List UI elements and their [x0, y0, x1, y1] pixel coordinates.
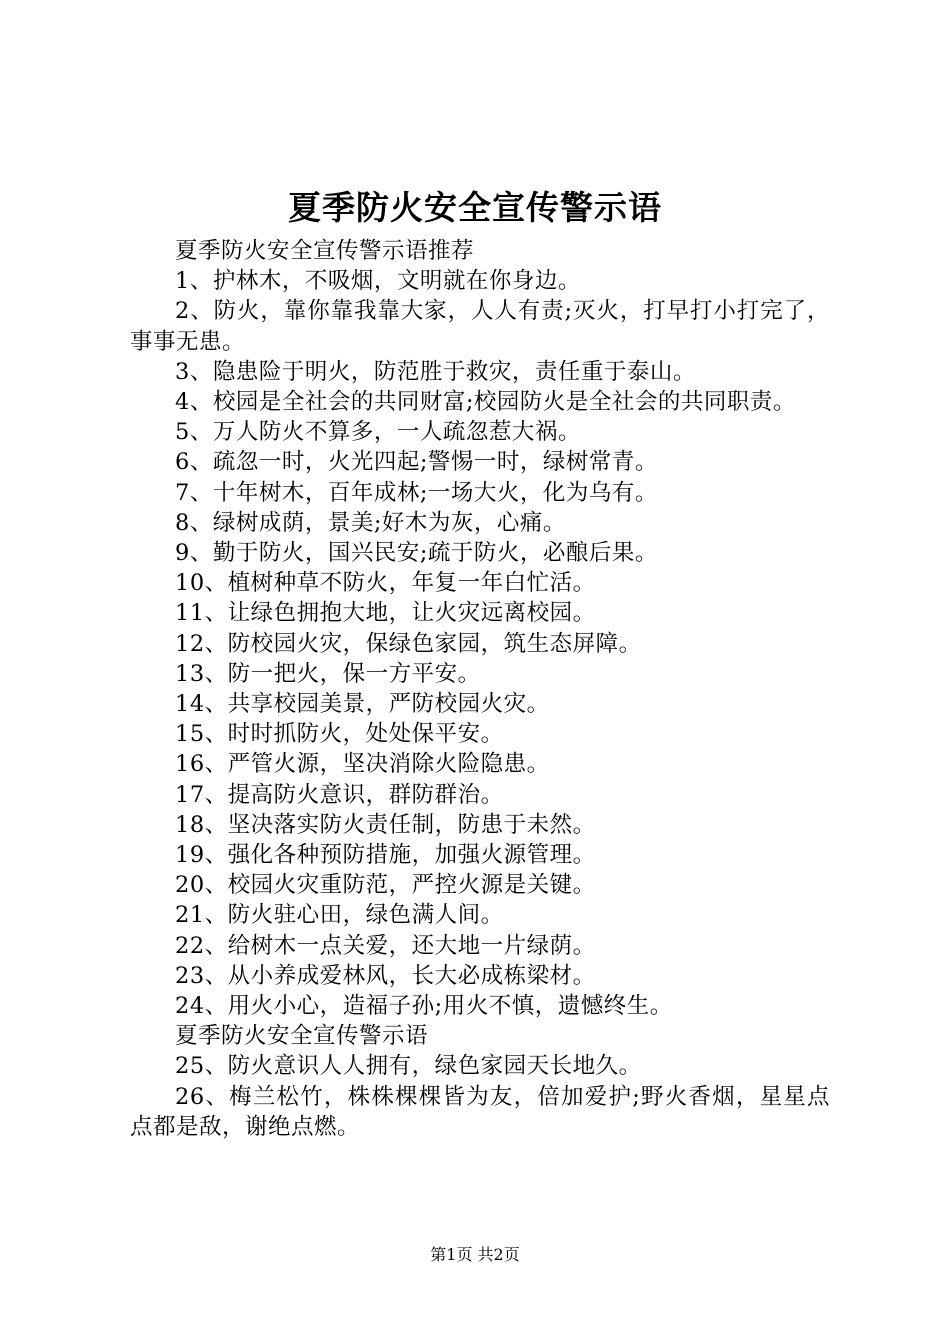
paragraph: 2、防火，靠你靠我靠大家，人人有责;灭火，打早打小打完了，事事无患。 — [130, 298, 830, 355]
paragraph: 5、万人防火不算多，一人疏忽惹大祸。 — [175, 419, 581, 446]
paragraph: 22、给树木一点关爱，还大地一片绿荫。 — [175, 932, 596, 959]
document-body — [130, 236, 830, 1142]
paragraph: 12、防校园火灾，保绿色家园，筑生态屏障。 — [175, 630, 642, 657]
paragraph: 8、绿树成荫，景美;好木为灰，心痛。 — [175, 509, 566, 536]
paragraph: 19、强化各种预防措施，加强火源管理。 — [175, 842, 596, 869]
document-title: 夏季防火安全宣传警示语 — [288, 188, 662, 227]
paragraph: 7、十年树木，百年成林;一场大火，化为乌有。 — [175, 479, 658, 506]
paragraph: 20、校园火灾重防范，严控火源是关键。 — [175, 872, 596, 899]
paragraph: 17、提高防火意识，群防群治。 — [175, 781, 504, 808]
page-footer: 第1页 共2页 — [430, 1245, 520, 1264]
paragraph: 16、严管火源，坚决消除火险隐患。 — [175, 751, 550, 778]
paragraph: 13、防一把火，保一方平安。 — [175, 660, 481, 687]
paragraph: 15、时时抓防火，处处保平安。 — [175, 721, 504, 748]
paragraph: 18、坚决落实防火责任制，防患于未然。 — [175, 811, 596, 838]
paragraph: 3、隐患险于明火，防范胜于救灾，责任重于泰山。 — [175, 358, 696, 385]
paragraph: 14、共享校园美景，严防校园火灾。 — [175, 691, 550, 718]
paragraph: 25、防火意识人人拥有，绿色家园天长地久。 — [175, 1053, 642, 1080]
paragraph: 4、校园是全社会的共同财富;校园防火是全社会的共同职责。 — [175, 389, 796, 416]
paragraph: 夏季防火安全宣传警示语 — [175, 1023, 429, 1050]
paragraph: 23、从小养成爱林风，长大必成栋梁材。 — [175, 962, 596, 989]
paragraph: 1、护林木，不吸烟，文明就在你身边。 — [175, 268, 581, 295]
paragraph: 21、防火驻心田，绿色满人间。 — [175, 902, 504, 929]
paragraph: 26、梅兰松竹，株株棵棵皆为友，倍加爱护;野火香烟，星星点点都是敌，谢绝点燃。 — [130, 1083, 830, 1140]
paragraph: 11、让绿色拥抱大地，让火灾远离校园。 — [175, 600, 596, 627]
paragraph: 夏季防火安全宣传警示语推荐 — [175, 238, 475, 264]
paragraph: 9、勤于防火，国兴民安;疏于防火，必酿后果。 — [175, 540, 658, 567]
paragraph: 10、植树种草不防火，年复一年白忙活。 — [175, 570, 596, 597]
paragraph: 24、用火小心，造福子孙;用火不慎，遗憾终生。 — [175, 993, 673, 1020]
paragraph: 6、疏忽一时，火光四起;警惕一时，绿树常青。 — [175, 449, 658, 476]
